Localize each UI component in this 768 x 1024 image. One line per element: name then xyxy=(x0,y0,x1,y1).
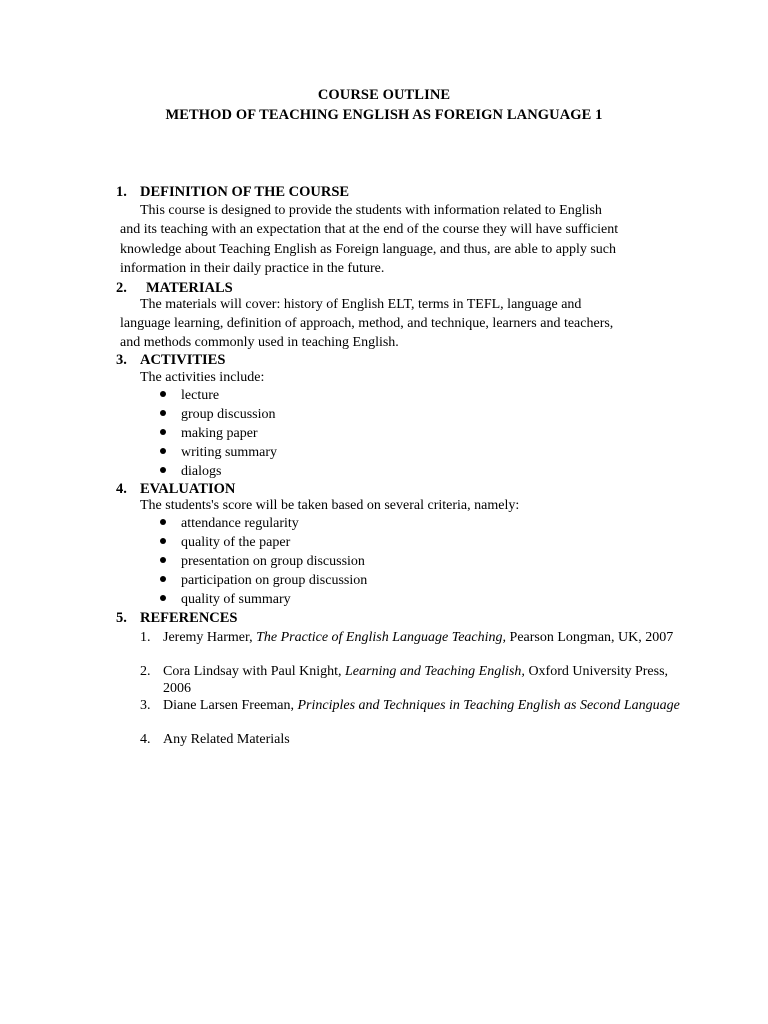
reference-text xyxy=(163,629,680,646)
reference-number: 1. xyxy=(140,630,151,645)
definition-line: This course is designed to provide the students with information related to English xyxy=(140,203,602,218)
section-number: 1. xyxy=(116,184,127,200)
reference-item xyxy=(140,697,680,714)
list-item-text: lecture xyxy=(181,388,220,403)
reference-author: Cora Lindsay with Paul Knight, xyxy=(163,664,345,679)
reference-text xyxy=(163,663,680,697)
definition-line: knowledge about Teaching English as Foreign language, and thus, are able to apply such xyxy=(120,242,617,257)
list-item-text: dialogs xyxy=(181,464,222,479)
section-number: 2. xyxy=(116,280,127,296)
reference-title: Principles and Techniques in Teaching English as Second Language xyxy=(297,698,680,713)
section-heading-references xyxy=(116,610,238,627)
bullet-icon xyxy=(160,391,166,397)
section-heading-materials xyxy=(116,280,233,297)
bullet-icon xyxy=(160,467,166,473)
section-title: MATERIALS xyxy=(146,280,233,296)
activities-intro: The activities include: xyxy=(140,370,265,385)
materials-line: and methods commonly used in teaching English. xyxy=(120,335,399,350)
course-title: METHOD OF TEACHING ENGLISH AS FOREIGN LANGUAGE 1 xyxy=(165,107,603,123)
list-item xyxy=(160,573,367,589)
list-item-text: making paper xyxy=(181,426,258,441)
bullet-icon xyxy=(160,538,166,544)
section-heading-activities xyxy=(116,352,225,369)
list-item-text: group discussion xyxy=(181,407,276,422)
list-item xyxy=(160,516,299,532)
section-number: 5. xyxy=(116,610,127,626)
section-title: DEFINITION OF THE COURSE xyxy=(140,184,350,200)
reference-author: Diane Larsen Freeman, xyxy=(163,698,298,713)
reference-number: 3. xyxy=(140,698,151,713)
reference-text xyxy=(163,697,680,714)
list-item-text: quality of the paper xyxy=(181,535,291,550)
reference-text xyxy=(163,731,680,748)
reference-item xyxy=(140,629,680,646)
reference-publisher: Oxford University Press, 2006 xyxy=(163,664,669,696)
list-item xyxy=(160,426,258,442)
list-item-text: attendance regularity xyxy=(181,516,299,531)
list-item xyxy=(160,464,221,480)
section-number: 4. xyxy=(116,481,127,497)
document-title: COURSE OUTLINE xyxy=(317,87,451,103)
bullet-icon xyxy=(160,557,166,563)
reference-author: Any Related Materials xyxy=(163,732,290,747)
list-item xyxy=(160,592,291,608)
list-item xyxy=(160,445,277,461)
reference-publisher: Pearson Longman, UK, 2007 xyxy=(506,630,674,645)
list-item xyxy=(160,407,276,423)
bullet-icon xyxy=(160,519,166,525)
section-heading-definition xyxy=(116,184,349,201)
reference-author: Jeremy Harmer, xyxy=(163,630,257,645)
list-item xyxy=(160,388,219,404)
reference-item xyxy=(140,731,680,748)
reference-number: 4. xyxy=(140,732,151,747)
reference-number: 2. xyxy=(140,664,151,679)
section-heading-evaluation xyxy=(116,481,235,498)
section-title: EVALUATION xyxy=(140,481,236,497)
list-item-text: writing summary xyxy=(181,445,278,460)
list-item-text: participation on group discussion xyxy=(181,573,368,588)
bullet-icon xyxy=(160,410,166,416)
evaluation-intro: The students's score will be taken based on several criteria, namely: xyxy=(140,498,520,513)
materials-line: The materials will cover: history of English ELT, terms in TEFL, language and xyxy=(140,297,582,312)
definition-line: information in their daily practice in the future. xyxy=(120,261,385,276)
reference-title: The Practice of English Language Teaching, xyxy=(256,630,507,645)
bullet-icon xyxy=(160,429,166,435)
list-item-text: quality of summary xyxy=(181,592,291,607)
bullet-icon xyxy=(160,595,166,601)
bullet-icon xyxy=(160,448,166,454)
definition-line: and its teaching with an expectation that at the end of the course they will have sufficient xyxy=(120,222,619,237)
list-item xyxy=(160,535,290,551)
list-item-text: presentation on group discussion xyxy=(181,554,365,569)
bullet-icon xyxy=(160,576,166,582)
section-number: 3. xyxy=(116,352,127,368)
materials-line: language learning, definition of approach, method, and technique, learners and teachers, xyxy=(120,316,614,331)
section-title: ACTIVITIES xyxy=(140,352,226,368)
reference-item xyxy=(140,663,680,697)
list-item xyxy=(160,554,365,570)
section-title: REFERENCES xyxy=(140,610,238,626)
reference-title: Learning and Teaching English, xyxy=(345,664,525,679)
